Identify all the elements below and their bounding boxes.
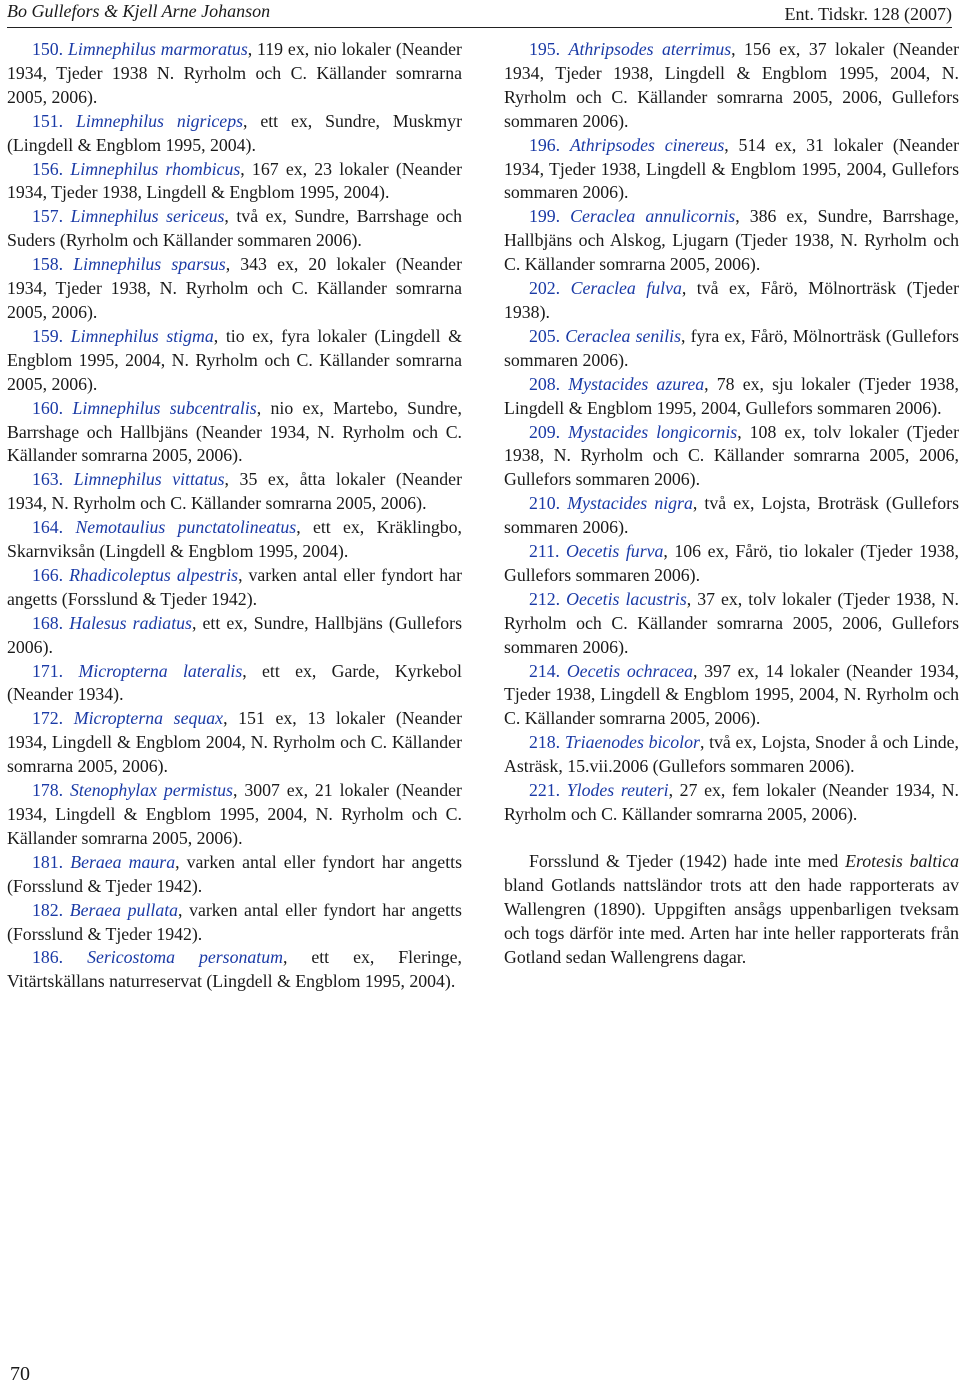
page-number: 70 (10, 1363, 30, 1385)
entry-details: , ett ex, Kräklingbo, Skarnviksån (Lingdell & Engblom 1995, 2004). (7, 517, 462, 562)
entry-number: 211. (529, 541, 560, 562)
entry-details: , varken antal eller fyndort har angetts (Forsslund & Tjeder 1942). (7, 899, 462, 944)
entry-number: 166. (32, 564, 64, 585)
entry-details: , ett ex, Sundre, Muskmyr (Lingdell & Engblom 1995, 2004). (7, 110, 462, 155)
entry-number: 181. (32, 851, 64, 872)
species-name: Limnephilus marmoratus (68, 39, 248, 59)
species-name: Oecetis lacustris (566, 588, 687, 609)
species-entry (7, 779, 462, 851)
entry-number: 159. (32, 325, 64, 346)
entry-number: 160. (32, 397, 64, 418)
entry-details: , 156 ex, 37 lokaler (Neander 1934, Tjeder 1938, Lingdell & Engblom 1995, 2004, N. Ryrholm och C. Källander somrarna 2005, 2006, Gullefors sommaren 2006). (504, 39, 959, 131)
species-entry (504, 205, 959, 277)
species-entry (7, 397, 462, 469)
entry-number: 196. (529, 134, 561, 155)
species-name: Ceraclea fulva (570, 278, 682, 299)
species-name: Mystacides longicornis (568, 421, 738, 442)
species-name: Stenophylax permistus (70, 780, 233, 801)
species-name: Oecetis furva (566, 541, 664, 562)
species-entry (7, 660, 462, 708)
header-authors: Bo Gullefors & Kjell Arne Johanson (7, 1, 271, 21)
entry-details: , 35 ex, åtta lokaler (Neander 1934, N. Ryrholm och C. Källander somrarna 2005, 2006). (7, 469, 462, 514)
species-entry (7, 899, 462, 947)
species-entry (7, 564, 462, 612)
species-entry (504, 421, 959, 493)
entry-number: 150. (32, 39, 64, 59)
species-entry (7, 468, 462, 516)
species-entry (504, 492, 959, 540)
species-entry (504, 38, 959, 134)
entry-details: , 3007 ex, 21 lokaler (Neander 1934, Lingdell & Engblom 1995, 2004, N. Ryrholm och C. Källander somrarna 2005, 2006). (7, 780, 462, 848)
species-name: Beraea maura (70, 851, 176, 872)
entry-details: , 106 ex, Fårö, tio lokaler (Tjeder 1938, Gullefors sommaren 2006). (504, 541, 960, 585)
species-name: Oecetis ochracea (566, 660, 694, 681)
entry-number: 205. (529, 325, 561, 346)
species-name: Mystacides nigra (567, 493, 693, 514)
species-name: Limnephilus vittatus (73, 469, 225, 490)
species-name: Sericostoma personatum (87, 947, 283, 968)
entry-number: 182. (32, 899, 64, 920)
species-entry (504, 325, 959, 373)
entry-details: , 27 ex, fem lokaler (Neander 1934, N. Ryrholm och C. Källander somrarna 2005, 2006). (504, 780, 959, 824)
right-entries (504, 38, 959, 827)
entry-number: 210. (529, 493, 561, 514)
species-entry (504, 731, 959, 779)
species-entry (504, 779, 959, 827)
entry-details: , ett ex, Sundre, Hallbjäns (Gullefors 2006). (7, 612, 463, 657)
species-entry (7, 946, 462, 994)
species-entry (504, 373, 959, 421)
entry-number: 218. (529, 732, 561, 753)
species-entry (7, 707, 462, 779)
species-name: Limnephilus subcentralis (72, 397, 257, 418)
entry-number: 164. (32, 517, 64, 538)
species-name: Micropterna lateralis (78, 660, 243, 681)
entry-number: 168. (32, 612, 64, 633)
entry-details: , varken antal eller fyndort har angetts (Forsslund & Tjeder 1942). (7, 851, 462, 896)
species-entry (504, 588, 959, 660)
entry-details: , 78 ex, sju lokaler (Tjeder 1938, Lingdell & Engblom 1995, 2004, Gullefors sommaren 2006). (504, 373, 959, 418)
closing-species: Erotesis baltica (845, 850, 959, 871)
species-name: Limnephilus nigriceps (76, 110, 244, 131)
entry-details: , 151 ex, 13 lokaler (Neander 1934, Lingdell & Engblom 2004, N. Ryrholm och C. Källander somrarna 2005, 2006). (7, 708, 462, 777)
entry-details: , tio ex, fyra lokaler (Lingdell & Engblom 1995, 2004, N. Ryrholm och C. Källander somrarna 2005, 2006). (7, 325, 462, 394)
species-name: Limnephilus sparsus (73, 254, 226, 275)
entry-number: 158. (32, 254, 64, 275)
species-name: Ceraclea annulicornis (570, 206, 736, 227)
entry-details: , 397 ex, 14 lokaler (Neander 1934, Tjeder 1938, Lingdell & Engblom 1995, 2004, N. Ryrholm och C. Källander somrarna 2005, 2006). (504, 660, 959, 729)
entry-number: 156. (32, 158, 64, 179)
species-name: Ylodes reuteri (566, 780, 669, 801)
entry-number: 208. (529, 373, 561, 394)
species-name: Halesus radiatus (69, 612, 192, 633)
entry-details: , 514 ex, 31 lokaler (Neander 1934, Tjeder 1938, Lingdell & Engblom 1995, 2004, Gullefors sommaren 2006). (504, 134, 959, 203)
entry-details: , ett ex, Garde, Kyrkebol (Neander 1934). (7, 660, 462, 705)
species-name: Athripsodes aterrimus (568, 39, 732, 59)
entry-details: , två ex, Lojsta, Snoder å och Linde, Asträsk, 15.vii.2006 (Gullefors sommaren 2006). (504, 732, 959, 777)
species-name: Beraea pullata (69, 899, 179, 920)
entry-number: 195. (529, 39, 561, 59)
species-entry (7, 158, 462, 206)
entry-details: , ett ex, Fleringe, Vitärtskällans naturreservat (Lingdell & Engblom 1995, 2004). (7, 947, 462, 992)
entry-details: , 119 ex, nio lokaler (Neander 1934, Tjeder 1938 N. Ryrholm och C. Källander somrarna 2005, 2006). (7, 39, 462, 107)
entry-number: 157. (32, 206, 64, 227)
entry-number: 171. (32, 660, 64, 681)
entry-details: , 386 ex, Sundre, Barrshage, Hallbjäns och Alskog, Ljugarn (Tjeder 1938, N. Ryrholm och C. Källander somrarna 2005, 2006). (504, 206, 959, 275)
entry-number: 172. (32, 708, 64, 729)
entry-details: , två ex, Sundre, Barrshage och Suders (Ryrholm och Källander sommaren 2006). (7, 206, 462, 251)
header-journal: Ent. Tidskr. 128 (2007) (784, 4, 952, 24)
closing-after: bland Gotlands nattsländor trots att den hade rapporterats av Wallengren (1890). Uppgiften ansågs uppenbarligen tveksam och togs därför inte med. Arten har inte heller rapporterats från Gotland sedan Wallengrens dagar. (504, 874, 959, 967)
species-name: Rhadicoleptus alpestris (69, 564, 239, 585)
entry-number: 163. (32, 469, 64, 490)
left-column (7, 38, 462, 994)
species-entry (504, 660, 959, 732)
species-name: Micropterna sequax (73, 708, 224, 729)
species-entry (7, 205, 462, 253)
species-name: Limnephilus sericeus (70, 206, 225, 227)
species-entry (7, 110, 462, 158)
entry-number: 209. (529, 421, 561, 442)
species-name: Limnephilus stigma (70, 325, 214, 346)
entry-details: , nio ex, Martebo, Sundre, Barrshage och Hallbjäns (Neander 1934, N. Ryrholm och C. Källander somrarna 2005, 2006). (7, 397, 462, 466)
entry-details: , 37 ex, tolv lokaler (Tjeder 1938, N. Ryrholm och C. Källander somrarna 2005, 2006, Gullefors sommaren 2006). (504, 588, 959, 657)
entry-details: , två ex, Fårö, Mölnorträsk (Tjeder 1938). (504, 278, 959, 322)
species-entry (7, 851, 462, 899)
entry-number: 202. (529, 278, 561, 299)
entry-number: 151. (32, 110, 64, 131)
species-entry (7, 38, 462, 110)
species-entry (7, 325, 462, 397)
entry-details: , 167 ex, 23 lokaler (Neander 1934, Tjeder 1938, Lingdell & Engblom 1995, 2004). (7, 158, 463, 203)
species-name: Limnephilus rhombicus (70, 158, 241, 179)
species-name: Triaenodes bicolor (564, 732, 700, 753)
species-entry (504, 134, 959, 206)
closing-paragraph (504, 850, 959, 970)
right-column (504, 38, 959, 969)
entry-number: 178. (32, 780, 64, 801)
entry-details: , fyra ex, Fårö, Mölnorträsk (Gullefors sommaren 2006). (504, 325, 959, 370)
entry-number: 186. (32, 947, 64, 968)
species-name: Mystacides azurea (568, 373, 705, 394)
species-name: Nemotaulius punctatolineatus (75, 517, 297, 538)
entry-number: 221. (529, 780, 561, 801)
species-entry (504, 540, 959, 588)
closing-before: Forsslund & Tjeder (1942) hade inte med (529, 850, 846, 871)
species-entry (7, 516, 462, 564)
species-entry (504, 277, 959, 325)
entry-details: , 108 ex, tolv lokaler (Tjeder 1938, N. Ryrholm och C. Källander somrarna 2005, 2006, Gullefors sommaren 2006). (504, 421, 959, 490)
species-name: Athripsodes cinereus (569, 134, 725, 155)
entry-number: 214. (529, 660, 561, 681)
species-entry (7, 612, 462, 660)
entry-details: , varken antal eller fyndort har angetts (Forsslund & Tjeder 1942). (7, 564, 462, 609)
entry-details: , två ex, Lojsta, Broträsk (Gullefors sommaren 2006). (504, 493, 960, 538)
species-name: Ceraclea senilis (565, 325, 682, 346)
entry-number: 212. (529, 588, 561, 609)
entry-number: 199. (529, 206, 561, 227)
running-header (7, 0, 952, 28)
species-entry (7, 253, 462, 325)
entry-details: , 343 ex, 20 lokaler (Neander 1934, Tjeder 1938, N. Ryrholm och C. Källander somrarna 2005, 2006). (7, 254, 462, 322)
